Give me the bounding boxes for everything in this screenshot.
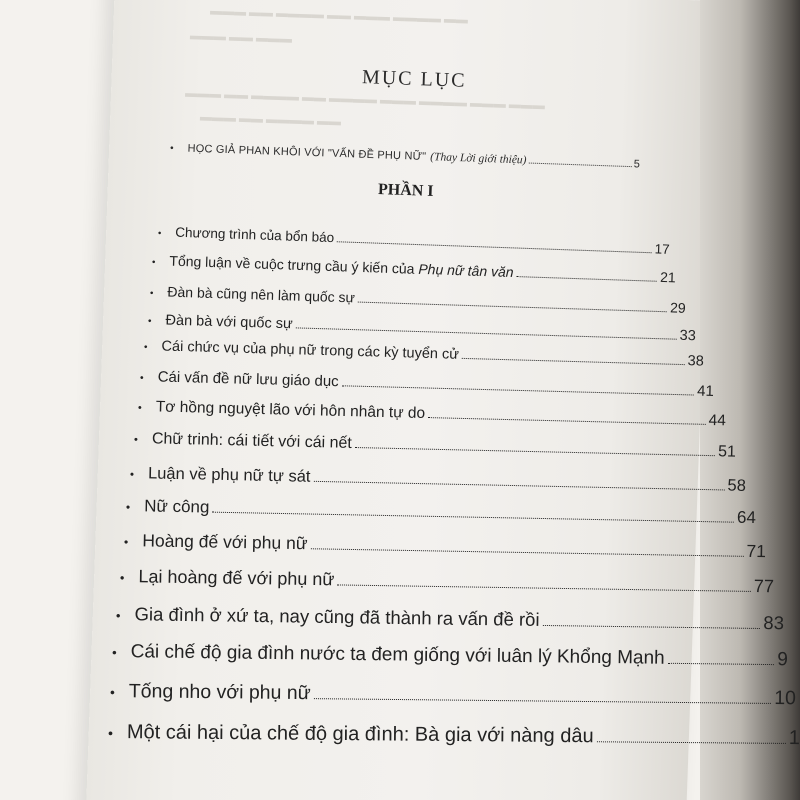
bleed-through-text: ▬▬▬ ▬▬ ▬▬▬▬ ▬▬ ▬▬▬▬ ▬▬▬ ▬▬▬▬ ▬▬▬ ▬▬▬ xyxy=(184,85,546,113)
toc-page-number: 9 xyxy=(777,649,789,671)
toc-page-number: 1 xyxy=(788,726,800,750)
toc-entry-title: Hoàng đế với phụ nữ xyxy=(142,530,308,554)
toc-page-number: 21 xyxy=(659,268,676,286)
toc-entry-title-italic: Phụ nữ tân văn xyxy=(418,260,514,280)
toc-entry-title: Cái chế độ gia đình nước ta đem giống với luân lý Khổng Mạnh xyxy=(130,641,665,669)
toc-page-number: 71 xyxy=(746,540,767,562)
dot-leader xyxy=(516,276,657,282)
toc-page-number: 44 xyxy=(708,411,727,430)
bleed-through-text: ▬▬▬ ▬▬ ▬▬▬ xyxy=(189,28,293,46)
bullet-icon: • xyxy=(137,402,142,415)
bullet-icon: • xyxy=(143,342,148,354)
dot-leader xyxy=(528,163,631,168)
toc-entry-title: Đàn bà cũng nên làm quốc sự xyxy=(167,283,356,306)
bullet-icon: • xyxy=(111,645,117,661)
toc-page-number: 29 xyxy=(669,299,687,316)
bullet-icon: • xyxy=(123,535,129,550)
dot-leader xyxy=(428,417,705,425)
bullet-icon: • xyxy=(169,143,174,155)
bullet-icon: • xyxy=(107,725,113,742)
book-page-edge xyxy=(700,0,800,800)
bullet-icon: • xyxy=(139,372,144,385)
bullet-icon: • xyxy=(151,257,156,269)
bullet-icon: • xyxy=(133,434,139,447)
toc-entry-title: Tổng luận về cuộc trưng cầu ý kiến của Phụ nữ tân văn xyxy=(169,252,514,280)
toc-entry-title: Tống nho với phụ nữ xyxy=(128,680,311,705)
toc-page-number: 83 xyxy=(763,612,785,634)
toc-page-number: 77 xyxy=(753,575,775,597)
bleed-through-text: ▬▬▬ ▬▬ ▬▬▬▬ ▬▬ ▬▬▬ ▬▬▬▬ ▬▬ xyxy=(209,3,469,27)
dot-leader xyxy=(337,584,751,591)
toc-entry-title: Lại hoàng đế với phụ nữ xyxy=(138,566,335,590)
bullet-icon: • xyxy=(147,316,152,328)
toc-page-number: 33 xyxy=(679,327,696,345)
bullet-icon: • xyxy=(119,571,125,586)
bleed-through-text: ▬▬▬ ▬▬ ▬▬▬▬ ▬▬ xyxy=(199,109,342,129)
toc-page-number: 38 xyxy=(687,353,705,370)
toc-entry-title: Cái chức vụ của phụ nữ trong các kỳ tuyển cử xyxy=(161,338,460,363)
toc-entry-title: Một cái hại của chế độ gia đình: Bà gia với nàng dâu xyxy=(126,721,594,748)
toc-page-number: 51 xyxy=(717,443,737,461)
intro-label: HỌC GIẢ PHAN KHÔI VỚI "VẤN ĐỀ PHỤ NỮ" xyxy=(187,142,427,163)
dot-leader xyxy=(314,698,772,704)
toc-page-number: 10 xyxy=(774,686,797,710)
toc-page-number: 64 xyxy=(736,507,757,528)
toc-entry-title: Nữ công xyxy=(143,496,210,517)
dot-leader xyxy=(668,663,775,665)
page-title: MỤC LỤC xyxy=(361,66,467,92)
bullet-icon: • xyxy=(149,288,154,300)
toc-entry-title: Đàn bà với quốc sự xyxy=(165,312,293,333)
dot-leader xyxy=(542,625,760,629)
toc-entry-title: Chữ trinh: cái tiết với cái nết xyxy=(151,430,353,452)
intro-page-number: 5 xyxy=(633,158,641,171)
toc-page-number: 41 xyxy=(696,382,715,401)
toc-entry-title: Chương trình của bổn báo xyxy=(175,224,335,246)
toc-page-number: 58 xyxy=(727,476,747,495)
part-heading: PHẦN I xyxy=(377,181,434,200)
bullet-icon: • xyxy=(115,608,121,624)
bullet-icon: • xyxy=(129,469,135,482)
bullet-icon: • xyxy=(157,228,162,240)
toc-entry-title: Tơ hồng nguyệt lão với hôn nhân tự do xyxy=(155,398,426,423)
toc-entry-title: Cái vấn đề nữ lưu giáo dục xyxy=(157,368,339,391)
bullet-icon: • xyxy=(125,500,131,515)
toc-entry-title: Gia đình ở xứ ta, nay cũng đã thành ra vấn đề rồi xyxy=(134,603,540,630)
toc-page-number: 17 xyxy=(654,241,670,257)
toc-entry-title: Luận về phụ nữ tự sát xyxy=(147,464,311,486)
bullet-icon: • xyxy=(109,685,115,701)
dot-leader xyxy=(597,741,786,744)
intro-note: (Thay Lời giới thiệu) xyxy=(430,151,527,167)
